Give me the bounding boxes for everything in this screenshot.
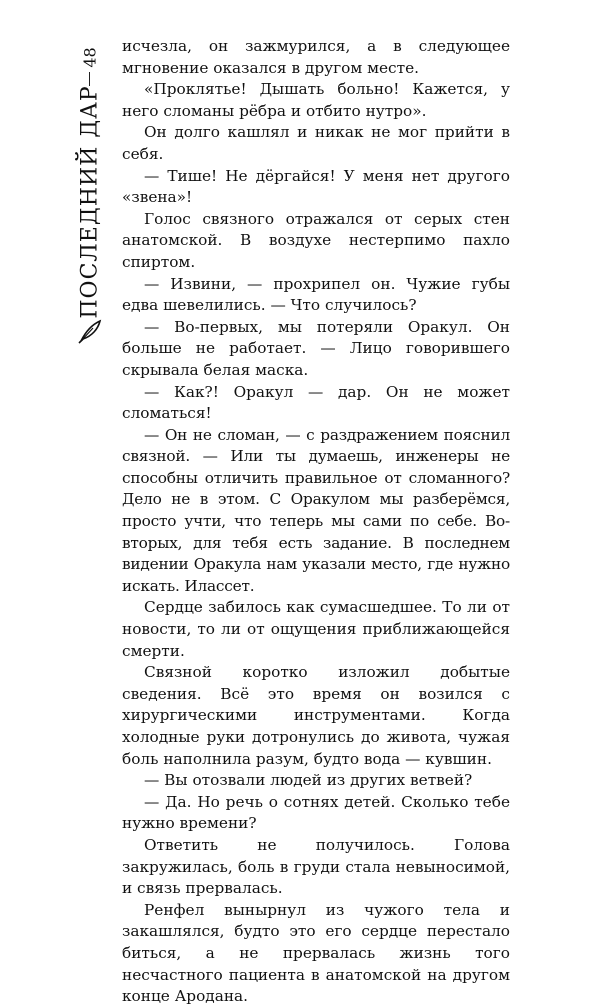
paragraph: Сердце забилось как сумасшедшее. То ли от новости, то ли от ощущения приближающейся смерти. — [122, 598, 510, 660]
running-header — [70, 42, 110, 332]
paragraph: — Как?! Оракул — дар. Он не может сломаться! — [122, 382, 510, 423]
paragraph: — Он не сломан, — с раздражением пояснил связной. — Или ты думаешь, инженеры не способны отличить правильное от сломанного? Дело не в этом. С Оракулом мы разберёмся, просто учти, что теперь мы сами по себе. Во-вторых, для тебя есть задание. В последнем видении Оракула нам указали место, где нужно искать. Илассет. — [122, 425, 510, 595]
paragraph: Голос связного отражался от серых стен анатомской. В воздухе нестерпимо пахло спиртом. — [122, 209, 510, 271]
book-title — [70, 85, 110, 319]
header-divider — [89, 72, 90, 86]
paragraph: — Да. Но речь о сотнях детей. Сколько тебе нужно времени? — [122, 792, 510, 833]
paragraph: исчезла, он зажмурился, а в следующее мгновение оказался в другом месте. — [122, 37, 510, 77]
paragraph: Ответить не получилось. Голова закружилась, боль в груди стала невыносимой, и связь прервалась. — [122, 835, 510, 898]
paragraph: Он долго кашлял и никак не мог прийти в себя. — [122, 123, 510, 163]
paragraph: — Извини, — прохрипел он. Чужие губы едва шевелились. — Что случилось? — [122, 274, 510, 315]
paragraph: — Вы отозвали людей из других ветвей? — [144, 771, 473, 790]
paragraph: Связной коротко изложил добытые сведения. Всё это время он возился с хирургическими инструментами. Когда холодные руки дотронулись до живота, чужая боль наполнила разум, будто вода — кувшин. — [122, 663, 510, 768]
paragraph: — Тише! Не дёргайся! У меня нет другого «звена»! — [122, 166, 510, 207]
book-title-text: ПОСЛЕДНИЙ ДАР — [77, 85, 103, 319]
paragraph: Ренфел вынырнул из чужого тела и закашлялся, будто это его сердце перестало биться, а не прервалась жизнь того несчастного пациента в анатомской на другом конце Ародана. — [122, 900, 510, 1006]
page-number: 48 — [80, 47, 100, 68]
paragraph: «Проклятье! Дышать больно! Кажется, у него сломаны рёбра и отбито нутро». — [122, 80, 510, 120]
body-text — [122, 36, 510, 1008]
feather-icon — [76, 317, 104, 345]
paragraph: — Во-первых, мы потеряли Оракул. Он больше не работает. — Лицо говорившего скрывала белая маска. — [122, 317, 510, 379]
